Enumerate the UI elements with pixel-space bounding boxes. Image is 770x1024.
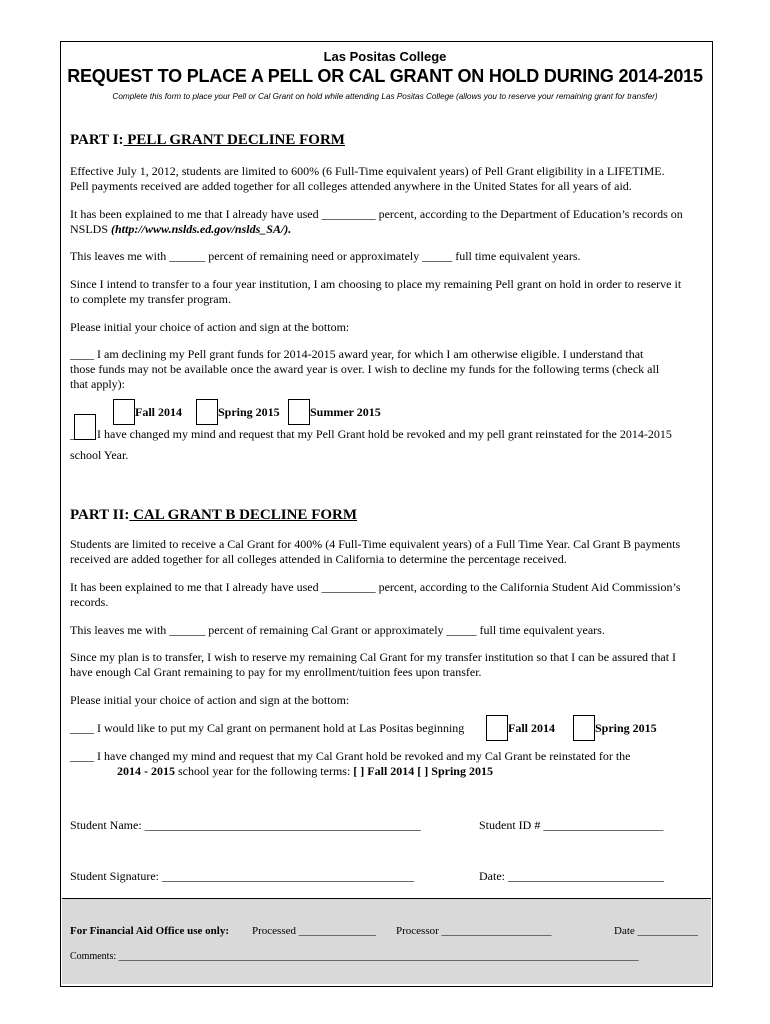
office-date-field[interactable]: Date ___________ <box>614 925 699 937</box>
student-name-field[interactable]: Student Name: ______________________________________________ <box>70 818 421 832</box>
student-id-field[interactable]: Student ID # ____________________ <box>479 818 664 832</box>
student-signature-field[interactable]: Student Signature: __________________________________________ <box>70 869 414 883</box>
cal-fall-2014-label: Fall 2014 <box>508 721 555 735</box>
part2-p7-years: 2014 - 2015 <box>117 764 175 778</box>
part2-heading <box>70 507 357 524</box>
part1-p6-line1: ____ I am declining my Pell grant funds for 2014-2015 award year, for which I am otherwise eligible. I understand that <box>70 347 644 361</box>
part1-p4-line2: to complete my transfer program. <box>70 292 231 306</box>
form-subtitle: Complete this form to place your Pell or Cal Grant on hold while attending Las Positas College (allows you to reserve your remaining grant for transfer) <box>112 92 658 101</box>
part1-p7-line2: school Year. <box>70 448 129 462</box>
part2-p2-line2: records. <box>70 595 109 609</box>
pell-summer-2015-label: Summer 2015 <box>310 405 381 419</box>
part2-label: PART II: <box>70 507 130 523</box>
part1-p2-line1: It has been explained to me that I already have used _________ percent, according to the Department of Education’s records on <box>70 207 683 221</box>
office-use-panel <box>62 898 711 984</box>
part1-p2-line2 <box>70 222 291 237</box>
college-name: Las Positas College <box>323 49 447 64</box>
cal-spring-2015-label: Spring 2015 <box>595 721 657 735</box>
processor-field[interactable]: Processor ____________________ <box>396 925 552 937</box>
date-field[interactable]: Date: __________________________ <box>479 869 664 883</box>
part1-heading <box>70 132 345 149</box>
nslds-label: NSLDS <box>70 222 112 236</box>
part1-title: PELL GRANT DECLINE FORM <box>123 132 345 148</box>
part2-title: CAL GRANT B DECLINE FORM <box>129 507 358 523</box>
office-use-label: For Financial Aid Office use only: <box>70 925 229 937</box>
part2-p7-line1: ____ I have changed my mind and request that my Cal Grant hold be revoked and my Cal Grant be reinstated for the <box>70 749 631 763</box>
pell-spring-2015-checkbox[interactable] <box>196 399 218 425</box>
part2-p5: Please initial your choice of action and sign at the bottom: <box>70 693 350 707</box>
part1-p4-line1: Since I intend to transfer to a four year institution, I am choosing to place my remaining Pell grant on hold in order to reserve it <box>70 277 682 291</box>
part2-p7-mid: school year for the following terms: <box>175 764 354 778</box>
part2-p4-line2: have enough Cal Grant remaining to pay for my enrollment/tuition fees upon transfer. <box>70 665 482 679</box>
pell-summer-2015-checkbox[interactable] <box>288 399 310 425</box>
part2-p2-line1: It has been explained to me that I already have used _________ percent, according to the California Student Aid Commission’s <box>70 580 681 594</box>
part2-p6: ____ I would like to put my Cal grant on permanent hold at Las Positas beginning <box>70 721 465 735</box>
processed-field[interactable]: Processed ______________ <box>252 925 376 937</box>
part1-p1-line2: Pell payments received are added together for all colleges attended anywhere in the United States for all years of aid. <box>70 179 632 193</box>
part1-p1-line1: Effective July 1, 2012, students are limited to 600% (6 Full-Time equivalent years) of Pell Grant eligibility in a LIFETIME. <box>70 164 665 178</box>
part2-p1-line2: received are added together for all colleges attended in California to determine the percentage received. <box>70 552 567 566</box>
part1-p6-line3: that apply): <box>70 377 125 391</box>
part2-p3: This leaves me with ______ percent of remaining Cal Grant or approximately _____ full time equivalent years. <box>70 623 605 637</box>
pell-spring-2015-label: Spring 2015 <box>218 405 280 419</box>
part2-p7-terms: [ ] Fall 2014 [ ] Spring 2015 <box>353 764 493 778</box>
part1-p6-line2: those funds may not be available once the award year is over. I wish to decline my funds for the following terms (check all <box>70 362 660 376</box>
part1-label: PART I: <box>70 132 124 148</box>
part1-p7-line1: ____ I have changed my mind and request that my Pell Grant hold be revoked and my pell grant reinstated for the 2014-2015 <box>70 427 672 441</box>
part1-p3: This leaves me with ______ percent of remaining need or approximately _____ full time equivalent years. <box>70 249 581 263</box>
cal-fall-2014-checkbox[interactable] <box>486 715 508 741</box>
pell-fall-2014-label: Fall 2014 <box>135 405 182 419</box>
form-title: REQUEST TO PLACE A PELL OR CAL GRANT ON HOLD DURING 2014-2015 <box>67 66 703 86</box>
cal-spring-2015-checkbox[interactable] <box>573 715 595 741</box>
part2-p1-line1: Students are limited to receive a Cal Grant for 400% (4 Full-Time equivalent years) of a Full Time Year. Cal Grant B payments <box>70 537 681 551</box>
pell-fall-2014-checkbox[interactable] <box>113 399 135 425</box>
part2-p7-line2 <box>117 764 493 779</box>
comments-field[interactable]: Comments: ________________________________________________________________________________________________________ <box>70 951 639 962</box>
part2-p4-line1: Since my plan is to transfer, I wish to reserve my remaining Cal Grant for my transfer institution so that I can be assured that I <box>70 650 677 664</box>
part1-p5: Please initial your choice of action and sign at the bottom: <box>70 320 350 334</box>
nslds-link[interactable]: (http://www.nslds.ed.gov/nslds_SA/). <box>111 222 292 236</box>
